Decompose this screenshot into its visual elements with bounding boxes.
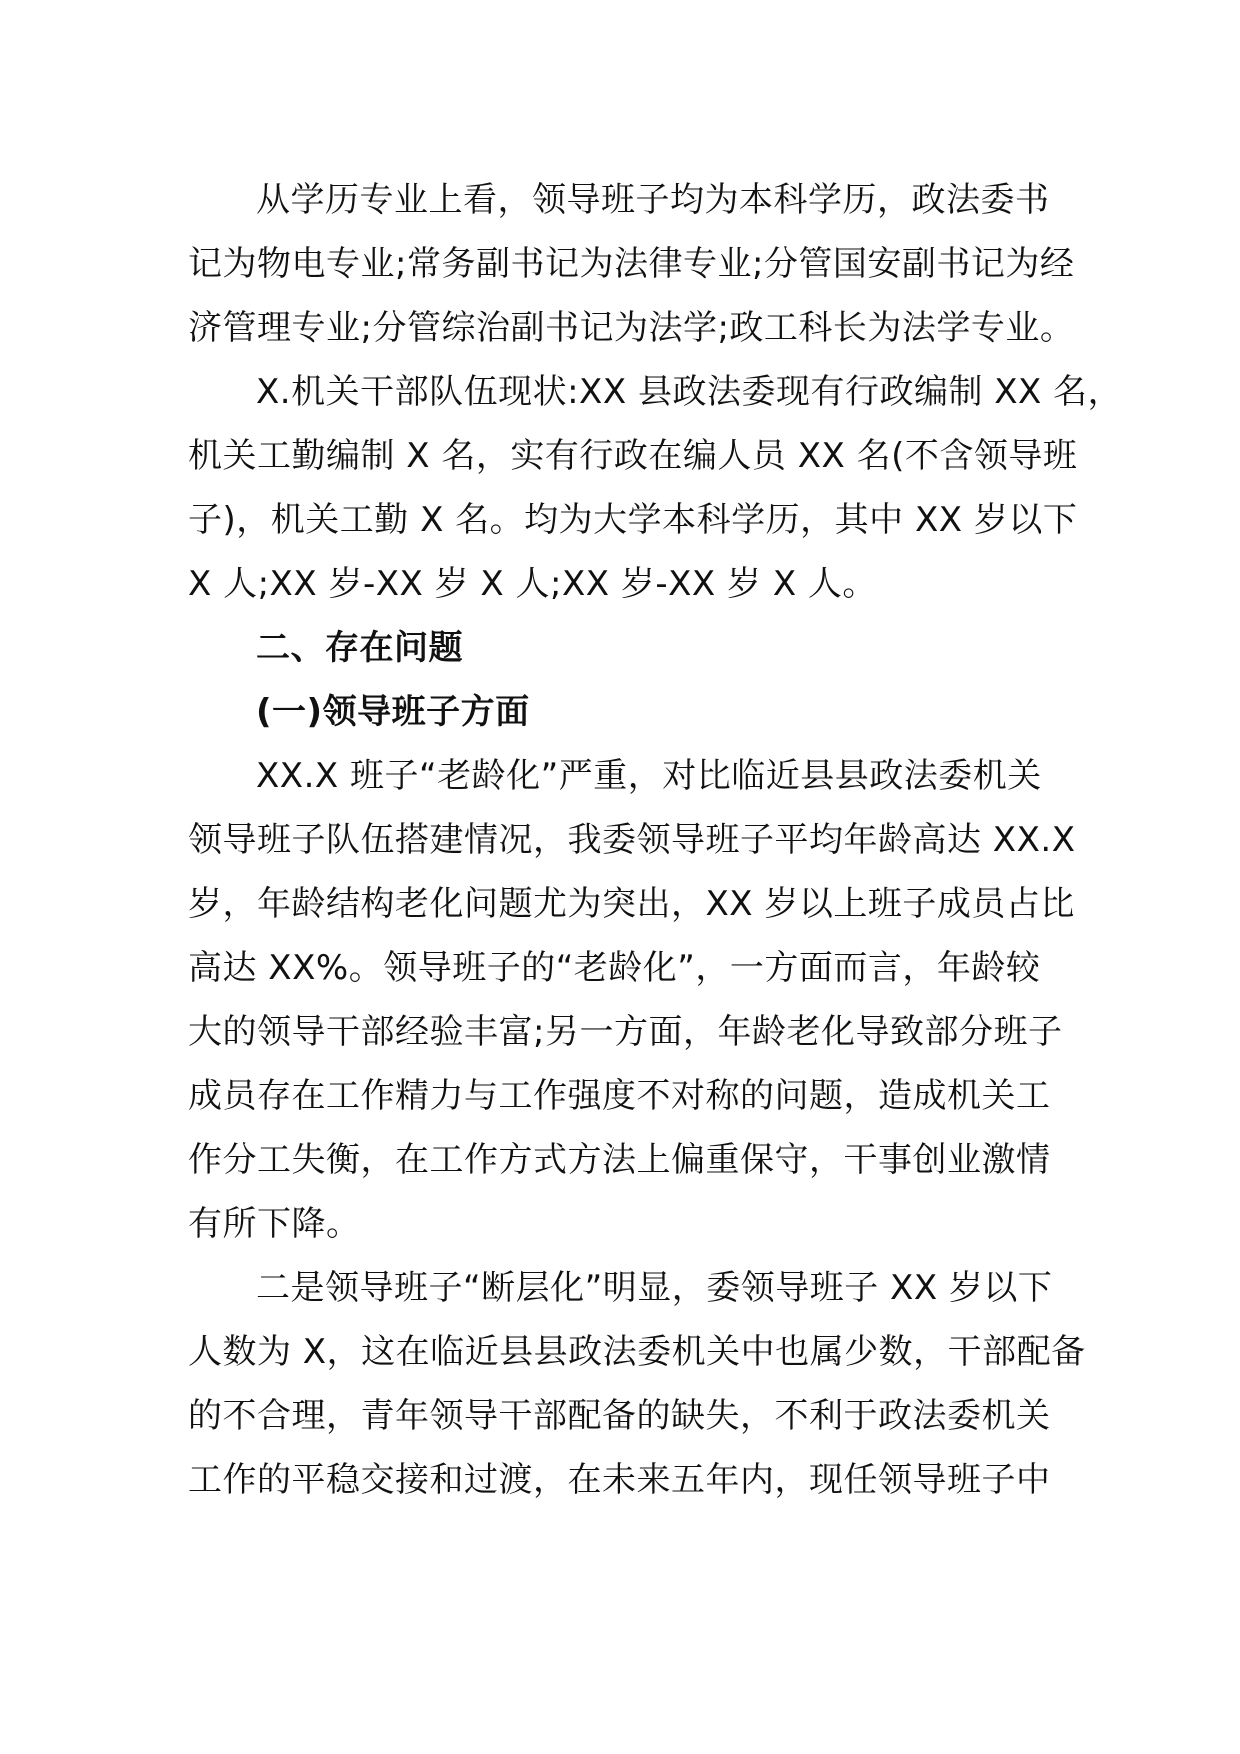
heading-text: 二、存在问题: [256, 628, 463, 668]
paragraph-education: [188, 168, 1075, 360]
text-line: 有所下降。: [188, 1204, 361, 1244]
text-line: 子)，机关工勤 X 名。均为大学本科学历，其中 XX 岁以下: [188, 500, 1078, 540]
paragraph-generation-gap: [188, 1256, 1086, 1512]
section-heading: [188, 616, 1068, 680]
text-line: XX.X 班子“老龄化”严重，对比临近县县政法委机关: [256, 756, 1042, 796]
text-line: 从学历专业上看，领导班子均为本科学历，政法委书: [256, 180, 1050, 220]
text-line: 的不合理，青年领导干部配备的缺失，不利于政法委机关: [188, 1396, 1051, 1436]
text-line: 人数为 X，这在临近县县政法委机关中也属少数，干部配备: [188, 1332, 1086, 1372]
text-line: 工作的平稳交接和过渡，在未来五年内，现任领导班子中: [188, 1460, 1051, 1500]
text-line: 大的领导干部经验丰富;另一方面，年龄老化导致部分班子: [188, 1012, 1063, 1052]
text-line: 成员存在工作精力与工作强度不对称的问题，造成机关工: [188, 1076, 1051, 1116]
text-line: X.机关干部队伍现状:XX 县政法委现有行政编制 XX 名，: [256, 372, 1123, 412]
document-page: [188, 168, 1123, 1512]
text-line: X 人;XX 岁-XX 岁 X 人;XX 岁-XX 岁 X 人。: [188, 564, 877, 604]
text-line: 作分工失衡，在工作方式方法上偏重保守，干事创业激情: [188, 1140, 1051, 1180]
text-line: 岁，年龄结构老化问题尤为突出，XX 岁以上班子成员占比: [188, 884, 1075, 924]
text-line: 二是领导班子“断层化”明显，委领导班子 XX 岁以下: [256, 1268, 1053, 1308]
text-line: 领导班子队伍搭建情况，我委领导班子平均年龄高达 XX.X: [188, 820, 1076, 860]
paragraph-aging: [188, 744, 1076, 1256]
text-line: 机关工勤编制 X 名，实有行政在编人员 XX 名(不含领导班: [188, 436, 1078, 476]
paragraph-staff-status: [188, 360, 1123, 616]
subsection-heading: [188, 680, 1068, 744]
text-line: 高达 XX%。领导班子的“老龄化”，一方面而言，年龄较: [188, 948, 1041, 988]
heading-text: (一)领导班子方面: [256, 692, 530, 732]
text-line: 济管理专业;分管综治副书记为法学;政工科长为法学专业。: [188, 308, 1075, 348]
text-line: 记为物电专业;常务副书记为法律专业;分管国安副书记为经: [188, 244, 1075, 284]
